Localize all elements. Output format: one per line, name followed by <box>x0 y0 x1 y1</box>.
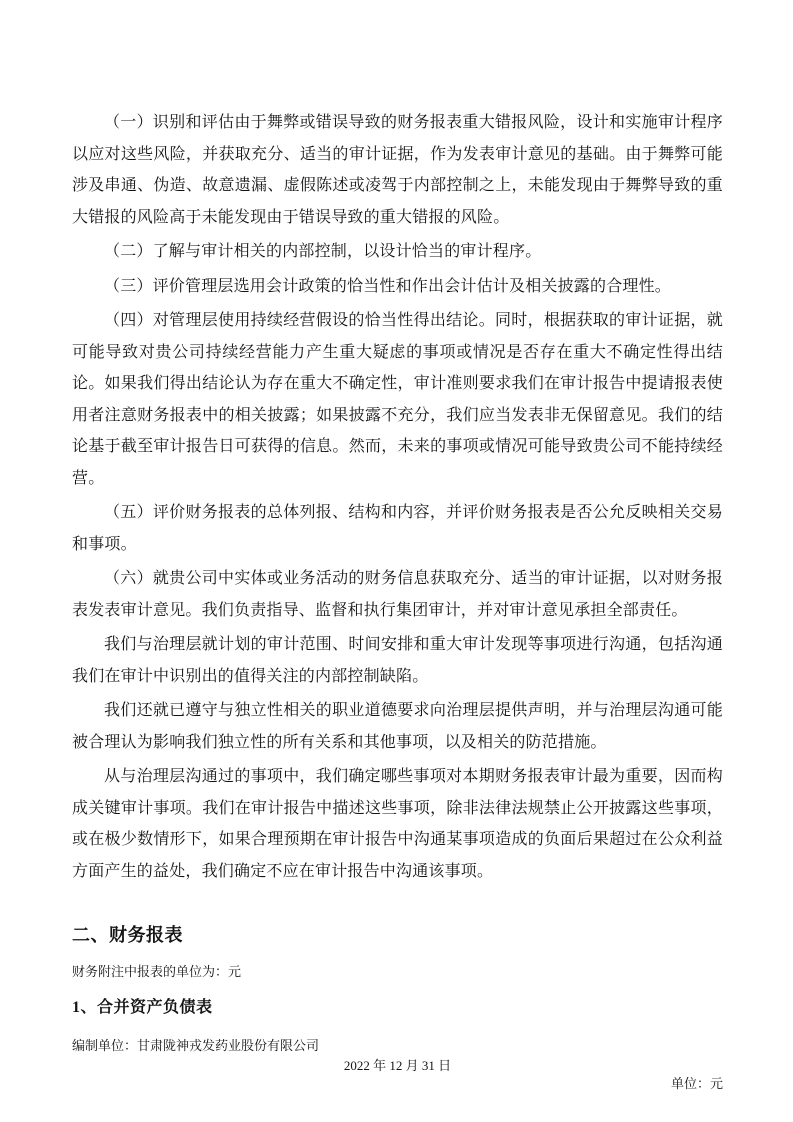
audit-responsibility-section <box>72 107 723 887</box>
body-paragraph-3: （三）评价管理层选用会计政策的恰当性和作出会计估计及相关披露的合理性。 <box>104 277 672 295</box>
body-paragraph-8: 我们还就已遵守与独立性相关的职业道德要求向治理层提供声明，并与治理层沟通可能被合理认为影响我们独立性的所有关系和其他事项，以及相关的防范措施。 <box>72 702 723 751</box>
body-paragraph-4: （四）对管理层使用持续经营假设的恰当性得出结论。同时，根据获取的审计证据，就可能导致对贵公司持续经营能力产生重大疑虑的事项或情况是否存在重大不确定性得出结论。如果我们得出结论认为存在重大不确定性，审计准则要求我们在审计报告中提请报表使用者注意财务报表中的相关披露；如果披露不充分，我们应当发表非无保留意见。我们的结论基于截至审计报告日可获得的信息。然而，未来的事项或情况可能导致贵公司不能持续经营。 <box>72 312 723 487</box>
statement-unit-note: 财务附注中报表的单位为：元 <box>72 964 242 979</box>
unit-label-line: 单位：元 <box>670 1076 723 1091</box>
subsection-heading-consolidated-balance-sheet: 1、合并资产负债表 <box>72 999 213 1016</box>
body-paragraph-7: 我们与治理层就计划的审计范围、时间安排和重大审计发现等事项进行沟通，包括沟通我们在审计中识别出的值得关注的内部控制缺陷。 <box>72 636 723 685</box>
body-paragraph-1: （一）识别和评估由于舞弊或错误导致的财务报表重大错报风险，设计和实施审计程序以应对这些风险，并获取充分、适当的审计证据，作为发表审计意见的基础。由于舞弊可能涉及串通、伪造、故意遗漏、虚假陈述或凌驾于内部控制之上，未能发现由于舞弊导致的重大错报的风险高于未能发现由于错误导致的重大错报的风险。 <box>72 114 723 226</box>
balance-sheet-header <box>72 1037 723 1093</box>
section-heading-financial-statements: 二、财务报表 <box>72 925 183 945</box>
body-paragraph-6: （六）就贵公司中实体或业务活动的财务信息获取充分、适当的审计证据，以对财务报表发表审计意见。我们负责指导、监督和执行集团审计，并对审计意见承担全部责任。 <box>72 570 723 619</box>
body-paragraph-2: （二）了解与审计相关的内部控制，以设计恰当的审计程序。 <box>104 243 542 260</box>
statement-date-line: 2022 年 12 月 31 日 <box>343 1058 452 1073</box>
prepared-by-line: 编制单位：甘肃陇神戎发药业股份有限公司 <box>72 1038 320 1053</box>
body-paragraph-9: 从与治理层沟通过的事项中，我们确定哪些事项对本期财务报表审计最为重要，因而构成关键审计事项。我们在审计报告中描述这些事项，除非法律法规禁止公开披露这些事项，或在极少数情形下，如果合理预期在审计报告中沟通某事项造成的负面后果超过在公众利益方面产生的益处，我们确定不应在审计报告中沟通该事项。 <box>72 768 723 880</box>
body-paragraph-5: （五）评价财务报表的总体列报、结构和内容，并评价财务报表是否公允反映相关交易和事项。 <box>72 504 723 553</box>
